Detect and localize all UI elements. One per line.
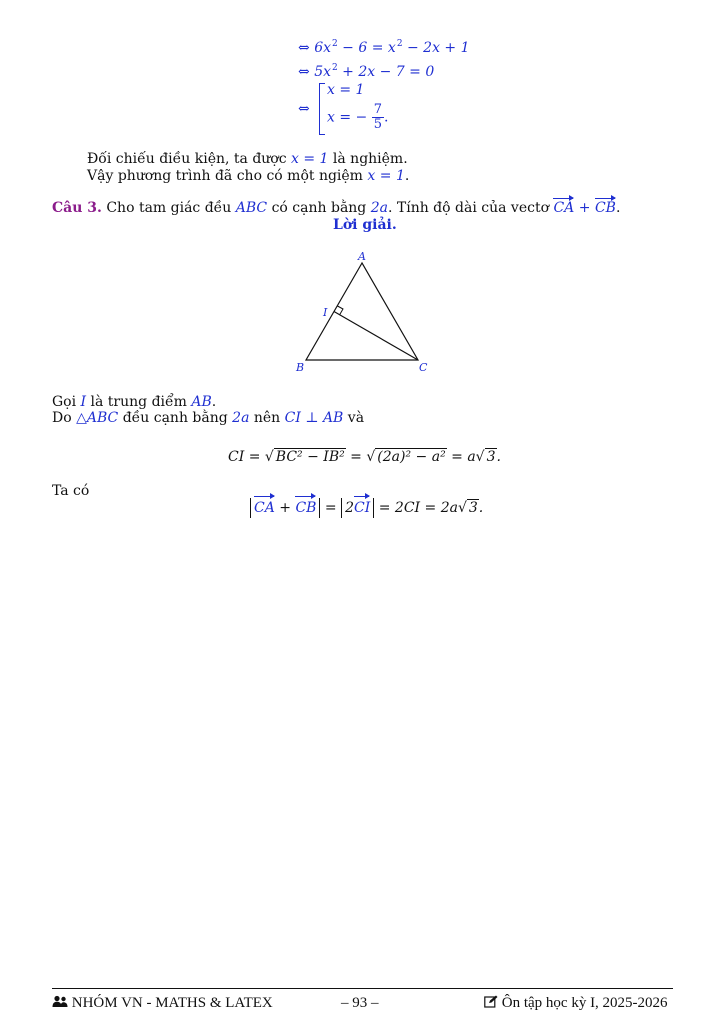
period: .	[211, 394, 217, 410]
sqrt-sign: √	[366, 449, 376, 465]
eq-text: CI =	[228, 449, 265, 465]
question-label: Câu 3.	[52, 200, 102, 216]
vector-ci: CI	[354, 500, 371, 516]
segment-ci	[334, 312, 418, 361]
math-inline: I	[80, 394, 87, 410]
iff-symbol-3: ⇔	[298, 101, 310, 117]
abs-value	[341, 498, 374, 518]
sqrt-content: 3	[468, 500, 478, 516]
footer-left	[52, 995, 273, 1012]
label-i: I	[323, 306, 328, 319]
label-a: A	[358, 250, 366, 263]
triangle-figure	[290, 245, 435, 375]
do-line	[52, 410, 364, 427]
vector-cb: CB	[594, 200, 616, 216]
exponent: 2	[332, 63, 338, 73]
math-inline: 2a	[370, 200, 388, 216]
text: có cạnh bằng	[267, 200, 371, 216]
footer-left-text: NHÓM VN - MATHS & LATEX	[71, 995, 273, 1011]
question-3	[52, 200, 620, 217]
edit-icon	[484, 995, 498, 1008]
ci-equation	[228, 448, 501, 466]
math-inline: ABC	[235, 200, 268, 216]
vector-cb: CB	[295, 500, 317, 516]
text: là trung điểm	[86, 394, 192, 410]
page-number: – 93 –	[341, 995, 379, 1011]
fraction	[372, 103, 384, 132]
text: . Tính độ dài của vectơ	[387, 200, 554, 216]
period: .	[496, 449, 501, 465]
text: nên	[249, 410, 285, 426]
equation-line-1	[298, 36, 470, 57]
exponent: 2	[332, 39, 338, 49]
eq-text: − 2x + 1	[402, 40, 470, 56]
footer-right	[484, 995, 668, 1012]
text: là nghiệm.	[328, 151, 408, 167]
eq-text: =	[320, 500, 342, 516]
case-2	[327, 103, 388, 132]
eq-text: 6x	[314, 40, 331, 56]
math-inline: x = 1	[291, 151, 329, 167]
case-1: x = 1	[327, 82, 365, 98]
fraction-denominator: 5	[373, 117, 382, 132]
case-brace	[319, 83, 325, 135]
sqrt-content: BC² − IB²	[275, 449, 345, 465]
compare-line	[87, 151, 408, 168]
text: đều cạnh bằng	[118, 410, 233, 426]
sqrt-sign: √	[457, 500, 467, 516]
text: .	[404, 168, 410, 184]
text: Đối chiếu điều kiện, ta được	[87, 151, 292, 167]
period: .	[478, 500, 484, 516]
sqrt-sign: √	[475, 449, 485, 465]
eq-text: = a	[446, 449, 476, 465]
eq-text: 5x	[314, 64, 331, 80]
fraction-numerator: 7	[373, 102, 382, 117]
result-equation	[250, 498, 483, 518]
coefficient: 2	[345, 500, 355, 516]
math-inline: AB	[191, 394, 212, 410]
label-b: B	[296, 361, 305, 374]
footer-rule	[52, 988, 673, 989]
taco-label: Ta có	[52, 483, 90, 499]
sqrt-content: 3	[486, 449, 496, 465]
goi-line	[52, 394, 216, 411]
sqrt-sign: √	[264, 449, 274, 465]
text: Do	[52, 410, 77, 426]
eq-text: = 2CI = 2a	[374, 500, 458, 516]
eq-text: + 2x − 7 = 0	[337, 64, 435, 80]
text: và	[343, 410, 365, 426]
sqrt-content: (2a)² − a²	[377, 449, 446, 465]
text: Vậy phương trình đã cho có một ngiệm	[87, 168, 368, 184]
text: Gọi	[52, 394, 81, 410]
label-c: C	[419, 361, 428, 374]
math-inline: x = 1	[367, 168, 405, 184]
equation-line-2	[298, 60, 434, 81]
eq-text: − 6 = x	[337, 40, 396, 56]
exponent: 2	[396, 39, 403, 49]
math-inline: 2a	[232, 410, 250, 426]
vector-ca: CA	[553, 200, 575, 216]
eq-text: =	[345, 449, 367, 465]
solution-title: Lời giải.	[333, 217, 397, 233]
plus: +	[574, 200, 595, 216]
users-icon	[52, 995, 68, 1008]
abs-value	[250, 498, 320, 518]
iff-symbol: ⇔	[298, 40, 310, 56]
plus: +	[274, 500, 296, 516]
math-inline: CI ⊥ AB	[284, 410, 344, 426]
case-2-lhs: x = −	[327, 109, 368, 126]
period: .	[615, 200, 621, 216]
period: .	[384, 109, 389, 126]
vector-ca: CA	[254, 500, 275, 516]
footer-right-text: Ôn tập học kỳ I, 2025-2026	[501, 995, 668, 1011]
iff-symbol: ⇔	[298, 64, 310, 80]
conclusion-line	[87, 168, 409, 185]
math-inline: △ABC	[76, 410, 119, 426]
text: Cho tam giác đều	[101, 200, 236, 216]
